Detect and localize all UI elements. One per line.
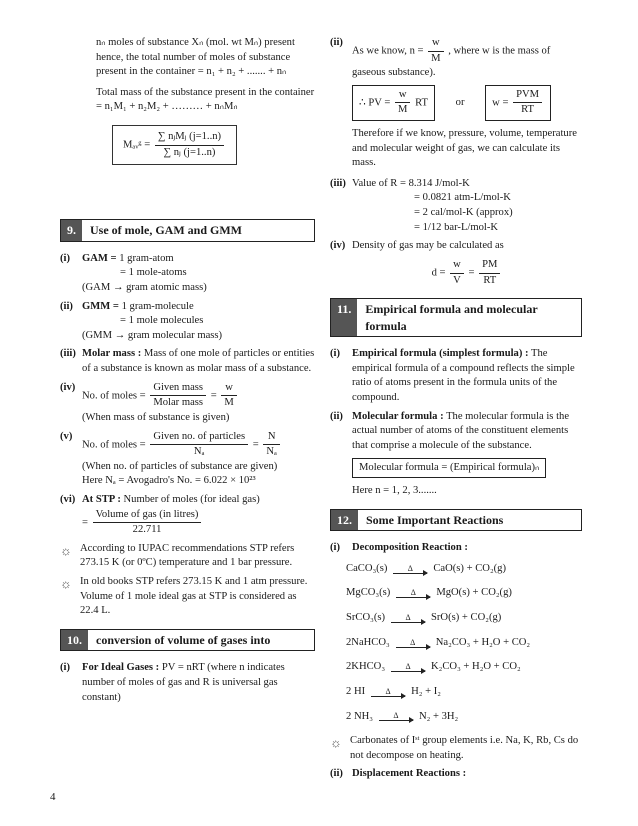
left-column	[60, 36, 315, 709]
fraction: $\frac{w}{M}$	[428, 36, 443, 66]
heat-arrow-icon: Δ	[396, 639, 430, 648]
section-number: 11.	[331, 299, 357, 336]
list-item: (iii) Molar mass : Mass of one mole of particles or entities of a substance is known as molar mass of a substance.	[60, 348, 315, 375]
list-item: (i) Decomposition Reaction :	[330, 542, 468, 554]
right-column: (ii) As we know, n = $\frac{w}{M}$ , where w is the mass of gaseous substance). ∴ PV = $\frac{w}{M}$ RT or w = $\frac{\text{PVM}}{RT}$ Therefore if we know, pressure, volume, temperature and molecular weight of gas, we can calculate its mass. (iii) Value of R = 8.314 J/mol-K = 0.0821 atm-L/mol-K = 2 cal/mol-K (approx) = 1/12 bar-L/mol-K (iv) Density of gas may be calculated as d = $\frac{w}{V}$ = $\frac{PM}{RT}$ 11. Empirical formula and molecular formula (i) Empirical formula (simplest formula) : The empirical formula of a compound reflects the simple ratio of atoms present in the formula units of the compound. (ii) Molecular formula : The molecular formula is the actual number of atoms of the constituent elements that comprise a molecule of the substance. Molecular formula = (Empirical formula)ₙ Here n = 1, 2, 3....... 12. Some Important Reactions (i) Decomposition Reaction : CaCO₃(s) Δ CaO(s) + CO₂(g) MgCO₃(s) Δ MgO(s) + CO₂(g) SrCO₃(s) Δ SrO(s) + CO₂(g) 2NaHCO₃ Δ Na₂CO₃ + H₂O + CO₂ 2KHCO₃ Δ K₂CO₃ + H₂O + CO₂ 2 HI Δ H₂ + I₂ 2 NH₃ Δ N₂ + 3H₂ ☼ Carbonates of Iˢᵗ group elements i.e. Na, K, Rb, Cs do not decompose on heating. (ii) Displacement Reactions :	[330, 36, 582, 786]
list-item: (ii) Displacement Reactions :	[330, 768, 467, 780]
section-12-heading	[330, 509, 582, 532]
fraction: $\frac{\text{Given no. of particles}}{\text{Nₐ}}$	[150, 430, 248, 460]
formula-box: w = $\frac{\text{PVM}}{RT}$	[485, 85, 551, 121]
lightbulb-icon: ☼	[60, 576, 72, 591]
paragraph: Total mass of the substance present in the container = n₁M₁ + n₂M₂ + ……… + nₙMₙ	[96, 86, 315, 113]
list-item: (vi) At STP : Number of moles (for ideal gas) = $\frac{\text{Volume of gas (in litres)}}{22.711}$	[60, 493, 315, 538]
reaction-row: MgCO₃(s) Δ MgO(s) + CO₂(g)	[346, 587, 512, 599]
section-title: Some Important Reactions	[366, 512, 504, 527]
list-item: (ii) Molecular formula : The molecular formula is the actual number of atoms of the constituent elements that comprise a molecule of the substance.	[330, 410, 570, 451]
heat-arrow-icon: Δ	[379, 712, 413, 721]
tip: ☼ Carbonates of Iˢᵗ group elements i.e. Na, K, Rb, Cs do not decompose on heating.	[330, 734, 582, 763]
heat-arrow-icon: Δ	[396, 589, 430, 598]
paragraph: nₙ moles of substance Xₙ (mol. wt Mₙ) present hence, the total number of moles of substance present in the container = n₁ + n₂ + ....... + nₙ	[96, 37, 295, 78]
section-10-heading	[60, 629, 315, 652]
section-number: 12.	[331, 510, 358, 531]
list-item: (v) No. of moles = $\frac{\text{Given no. of particles}}{\text{Nₐ}}$ = $\frac{N}{\text{Nₐ}}$ (When no. of particles of substance are given) Here Nₐ = Avogadro's No. = 6.022 × 10²³	[60, 430, 315, 489]
fraction: $\frac{\text{Given mass}}{\text{Molar mass}}$	[150, 381, 206, 411]
section-9-heading	[60, 219, 315, 242]
reaction-row: CaCO₃(s) Δ CaO(s) + CO₂(g)	[346, 562, 506, 574]
section-title: Empirical formula and molecular formula	[365, 302, 538, 333]
reaction-row: 2NaHCO₃ Δ Na₂CO₃ + H₂O + CO₂	[346, 636, 531, 648]
mavg-fraction	[155, 130, 224, 160]
heat-arrow-icon: Δ	[391, 663, 425, 672]
list-item: (ii) GMM = 1 gram-molecule = 1 mole molecules (GMM → gram molecular mass)	[60, 300, 223, 341]
page-number: 4	[50, 791, 56, 803]
section-title: Use of mole, GAM and GMM	[90, 223, 242, 238]
lightbulb-icon: ☼	[60, 542, 72, 558]
list-item: (iii) Value of R = 8.314 J/mol-K = 0.0821 atm-L/mol-K = 2 cal/mol-K (approx) = 1/12 bar-L/mol-K	[330, 177, 513, 233]
fraction: $\frac{w}{M}$	[221, 381, 236, 411]
list-item: (i) GAM = 1 gram-atom = 1 mole-atoms (GAM → gram atomic mass)	[60, 252, 207, 294]
tip: ☼ In old books STP refers 273.15 K and 1 atm pressure. Volume of 1 mole ideal gas at STP is considered as 22.4 L.	[60, 575, 315, 619]
list-item: (i) For Ideal Gases : PV = nRT (where n indicates number of moles of gas and R is universal gas constant)	[60, 662, 285, 703]
heat-arrow-icon: Δ	[391, 614, 425, 623]
reaction-row: 2 HI Δ H₂ + I₂	[346, 685, 441, 697]
fraction: $\frac{N}{\text{Nₐ}}$	[263, 430, 280, 460]
formula-box: ∴ PV = $\frac{w}{M}$ RT	[352, 85, 435, 121]
mavg-numerator: ∑ nⱼMⱼ (j=1..n)	[155, 130, 224, 146]
list-item: (iv) Density of gas may be calculated as d = $\frac{w}{V}$ = $\frac{PM}{RT}$	[330, 240, 504, 286]
tip: ☼ According to IUPAC recommendations STP refers 273.15 K (or 0ºC) temperature and 1 bar pressure.	[60, 542, 315, 571]
reaction-row: 2KHCO₃ Δ K₂CO₃ + H₂O + CO₂	[346, 661, 521, 673]
heat-arrow-icon: Δ	[393, 565, 427, 574]
heat-arrow-icon: Δ	[371, 688, 405, 697]
reaction-row: 2 NH₃ Δ N₂ + 3H₂	[346, 710, 459, 722]
mavg-denominator: ∑ nⱼ (j=1..n)	[163, 146, 216, 158]
boxed-formulas: ∴ PV = $\frac{w}{M}$ RT or w = $\frac{\text{PVM}}{RT}$	[330, 85, 582, 121]
lightbulb-icon: ☼	[330, 735, 342, 751]
fraction: $\frac{\text{Volume of gas (in litres)}}{22.711}$	[93, 508, 202, 538]
reaction-row: SrCO₃(s) Δ SrO(s) + CO₂(g)	[346, 612, 502, 624]
section-number: 9.	[61, 220, 82, 241]
section-title: conversion of volume of gases into	[96, 632, 271, 647]
mavg-lhs: Mₐᵥᵍ =	[123, 139, 151, 151]
reaction-list	[330, 562, 582, 724]
section-11-heading	[330, 298, 582, 337]
list-item: (iv) No. of moles = $\frac{\text{Given mass}}{\text{Molar mass}}$ = $\frac{w}{M}$ (When mass of substance is given)	[60, 381, 315, 426]
list-item: (ii) As we know, n = $\frac{w}{M}$ , where w is the mass of gaseous substance).	[330, 37, 551, 79]
mavg-formula	[112, 125, 237, 165]
formula-box: Molecular formula = (Empirical formula)ₙ	[352, 458, 546, 479]
section-number: 10.	[61, 630, 88, 651]
list-item: (i) Empirical formula (simplest formula) : The empirical formula of a compound reflects the simple ratio of atoms present in the formula units of the compound.	[330, 348, 575, 404]
